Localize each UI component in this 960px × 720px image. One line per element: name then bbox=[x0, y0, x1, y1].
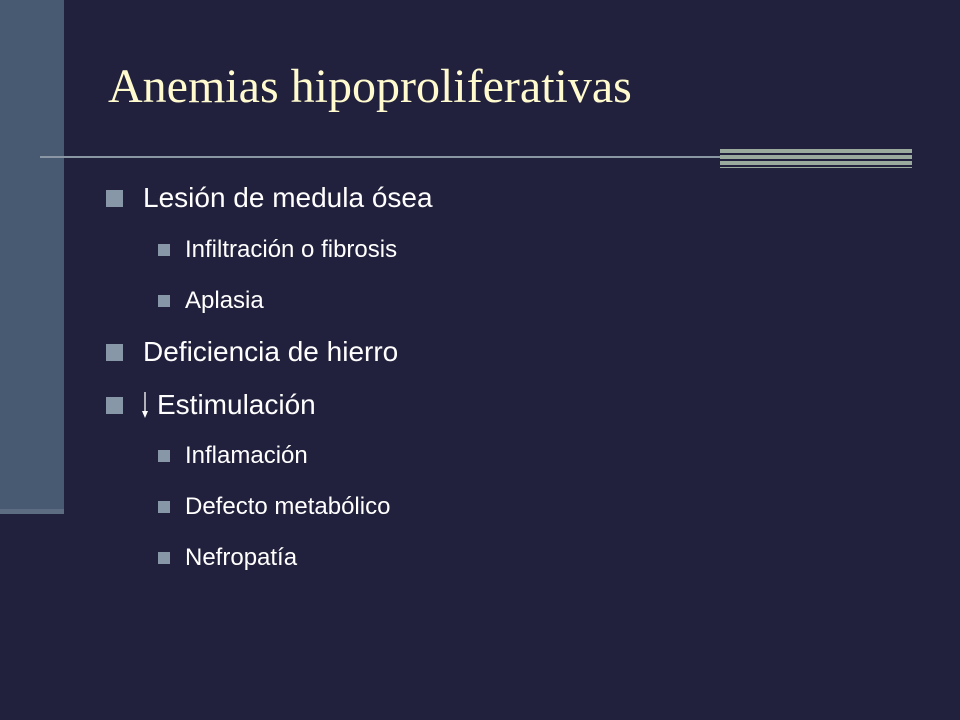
sub-bullet-label: Inflamación bbox=[185, 442, 308, 469]
title-divider-accent bbox=[720, 149, 912, 168]
bullet-label: Deficiencia de hierro bbox=[143, 336, 399, 367]
sub-bullet-item bbox=[158, 441, 308, 471]
side-decoration-bar bbox=[0, 0, 64, 512]
sub-bullet-item bbox=[158, 286, 264, 316]
sub-bullet-label: Defecto metabólico bbox=[185, 493, 391, 520]
sub-bullet-item bbox=[158, 235, 397, 265]
square-bullet-icon bbox=[158, 552, 170, 564]
sub-bullet-item bbox=[158, 492, 390, 522]
side-decoration-bar-edge bbox=[0, 509, 64, 514]
square-bullet-icon bbox=[158, 244, 170, 256]
sub-bullet-label: Nefropatía bbox=[185, 544, 298, 571]
bullet-item bbox=[106, 181, 433, 215]
square-bullet-icon bbox=[158, 450, 170, 462]
sub-bullet-label: Infiltración o fibrosis bbox=[185, 236, 398, 263]
sub-bullet-label: Aplasia bbox=[185, 287, 264, 314]
square-bullet-icon bbox=[158, 295, 170, 307]
sub-bullet-item bbox=[158, 543, 297, 573]
bullet-item bbox=[106, 335, 398, 369]
bullet-item bbox=[106, 388, 316, 422]
bullet-label: Lesión de medula ósea bbox=[143, 182, 433, 213]
slide-title: Anemias hipoproliferativas bbox=[108, 60, 632, 113]
down-arrow-icon bbox=[139, 390, 151, 420]
square-bullet-icon bbox=[106, 190, 123, 207]
square-bullet-icon bbox=[106, 397, 123, 414]
square-bullet-icon bbox=[158, 501, 170, 513]
square-bullet-icon bbox=[106, 344, 123, 361]
bullet-label: Estimulación bbox=[157, 389, 316, 420]
